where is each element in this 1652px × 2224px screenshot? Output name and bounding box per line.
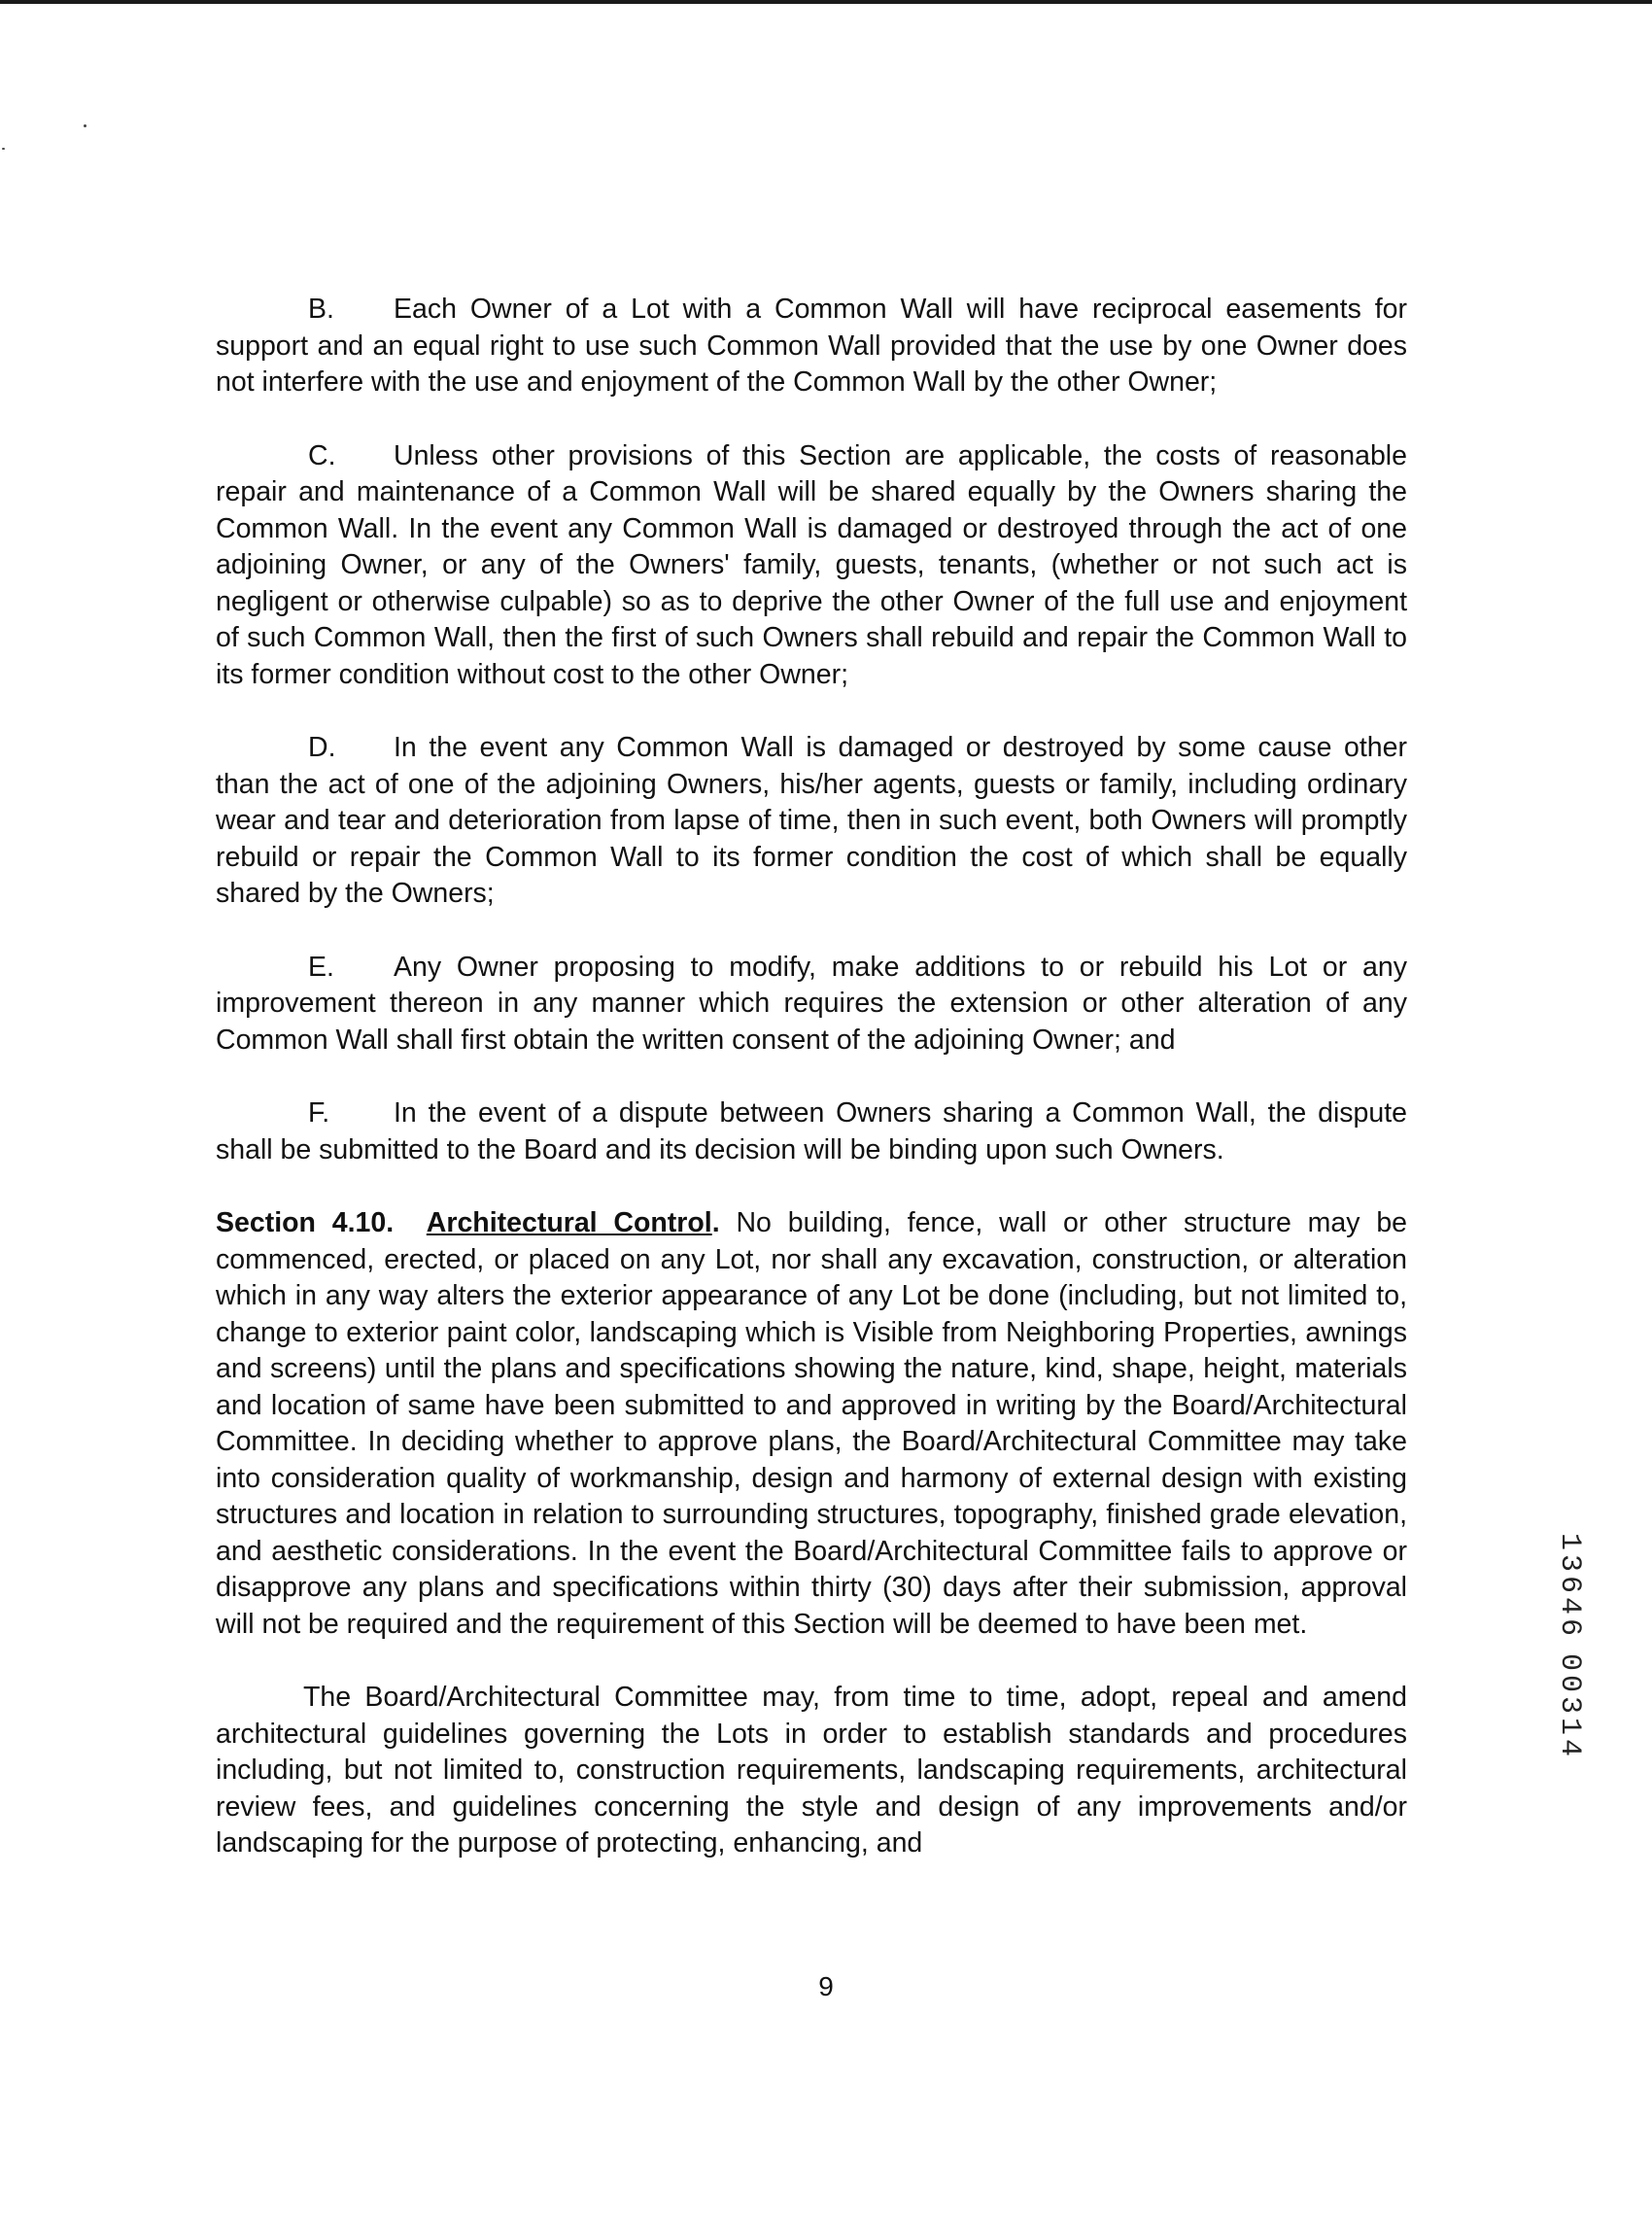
paragraph-f (216, 1095, 1407, 1168)
paragraph-text: In the event of a dispute between Owners sharing a Common Wall, the dispute shall be submitted to the Board and its decision will be binding upon such Owners. (216, 1097, 1407, 1165)
stamp-digit: 3 (1553, 1553, 1586, 1572)
page-number: 9 (818, 1971, 834, 2001)
scan-speck (84, 124, 86, 127)
stamp-digit: 6 (1553, 1575, 1586, 1593)
stamp-digit: 4 (1553, 1596, 1586, 1615)
section-4-10 (216, 1205, 1407, 1643)
paragraph-e (216, 950, 1407, 1060)
stamp-digit: 1 (1553, 1717, 1586, 1735)
document-body (216, 292, 1407, 1899)
paragraph-text: In the event any Common Wall is damaged or destroyed by some cause other than the act of one of the adjoining Owners, his/her agents, guests or family, including ordinary wear and tear and deterioration from lapse of time, then in such event, both Owners will promptly rebuild or repair the Common Wall to its former condition the cost of which shall be equally shared by the Owners; (216, 732, 1407, 909)
paragraph-text: The Board/Architectural Committee may, from time to time, adopt, repeal and amend architectural guidelines governing the Lots in order to establish standards and procedures including, but not limited to, construction requirements, landscaping requirements, architectural review fees, and guidelines concerning the style and design of any improvements and/or landscaping for the purpose of protecting, enhancing, and (216, 1682, 1407, 1859)
paragraph-c (216, 438, 1407, 694)
paragraph-d (216, 730, 1407, 913)
stamp-digit: 1 (1553, 1532, 1586, 1550)
stamp-digit: 6 (1553, 1617, 1586, 1636)
paragraph-text: Unless other provisions of this Section are applicable, the costs of reasonable repair and maintenance of a Common Wall will be shared equally by the Owners sharing the Common Wall. In the event any Common Wall is damaged or destroyed through the act of one adjoining Owner, or any of the Owners' family, guests, tenants, (whether or not such act is negligent or otherwise culpable) so as to deprive the other Owner of the full use and enjoyment of such Common Wall, then the first of such Owners shall rebuild and repair the Common Wall to its former condition without cost to the other Owner; (216, 439, 1407, 690)
scan-speck (2, 148, 5, 150)
section-text: No building, fence, wall or other structure may be commenced, erected, or placed on any Lot, nor shall any excavation, construction, or alteration which in any way alters the exterior appearance of any Lot be done (including, but not limited to, change to exterior paint color, landscaping which is Visible from Neighboring Properties, awnings and screens) until the plans and specifications showing the nature, kind, shape, height, materials and location of same have been submitted to and approved in writing by the Board/Architectural Committee. In deciding whether to approve plans, the Board/Architectural Committee may take into consideration quality of workmanship, design and harmony of external design with existing structures and location in relation to surrounding structures, topography, finished grade elevation, and aesthetic considerations. In the event the Board/Architectural Committee fails to approve or disapprove any plans and specifications within thirty (30) days after their submission, approval will not be required and the requirement of this Section will be deemed to have been met. (216, 1207, 1408, 1640)
paragraph-b (216, 292, 1407, 401)
paragraph-letter: E. (308, 951, 334, 983)
stamp-digit: 0 (1553, 1652, 1586, 1671)
paragraph-letter: B. (308, 294, 334, 325)
recording-stamp (1553, 1531, 1586, 1758)
section-title-punctuation: . (711, 1207, 720, 1238)
section-title: Architectural Control (426, 1207, 712, 1238)
paragraph-text: Each Owner of a Lot with a Common Wall will have reciprocal easements for support and an equal right to use such Common Wall provided that the use by one Owner does not interfere with the use and enjoyment of the Common Wall by the other Owner; (216, 294, 1407, 398)
paragraph-letter: C. (308, 439, 336, 471)
scan-top-edge (0, 0, 1652, 4)
stamp-digit: 0 (1553, 1674, 1586, 1692)
paragraph-text: Any Owner proposing to modify, make additions to or rebuild his Lot or any improvement thereon in any manner which requires the extension or other alteration of any Common Wall shall first obtain the written consent of the adjoining Owner; and (216, 951, 1407, 1056)
paragraph-letter: D. (308, 732, 336, 763)
section-label: Section 4.10. (216, 1207, 395, 1238)
paragraph-guidelines (216, 1680, 1407, 1862)
stamp-digit: 4 (1553, 1738, 1586, 1756)
paragraph-letter: F. (308, 1097, 330, 1129)
stamp-digit: 3 (1553, 1695, 1586, 1714)
